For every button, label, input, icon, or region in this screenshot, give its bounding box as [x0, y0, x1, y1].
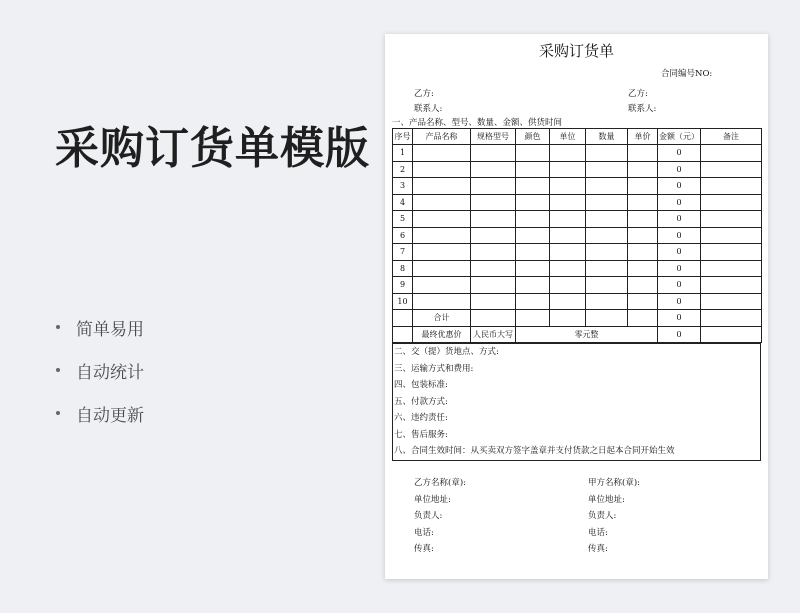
signature-line: 负责人:: [588, 511, 617, 521]
section-heading: 一、产品名称、型号、数量、金额、供货时间: [392, 118, 563, 128]
total-label: 合计: [413, 310, 471, 327]
row-amount: 0: [658, 161, 701, 178]
table-row: [393, 145, 762, 162]
term-line: 八、合同生效时间：从买卖双方签字盖章并支付货款之日起本合同开始生效: [394, 446, 675, 456]
rmb-label: 人民币大写: [471, 326, 516, 343]
document-preview: [385, 34, 768, 579]
signature-block-right: [588, 475, 640, 558]
signature-line: 电话:: [588, 527, 608, 538]
table-row: [393, 260, 762, 277]
term-line: 七、售后服务:: [394, 429, 448, 440]
row-number: 3: [393, 178, 413, 195]
total-row: [393, 310, 762, 327]
row-amount: 0: [658, 178, 701, 195]
column-header: 颜色: [516, 129, 550, 145]
table-row: [393, 211, 762, 228]
row-number: 2: [393, 161, 413, 178]
row-number: 5: [393, 211, 413, 228]
row-amount: 0: [658, 244, 701, 261]
column-header: 单价: [628, 129, 658, 145]
contact-right-label: 联系人:: [628, 104, 657, 114]
table-row: [393, 293, 762, 310]
term-line: 六、违约责任:: [394, 413, 448, 423]
row-number: 8: [393, 260, 413, 277]
row-amount: 0: [658, 194, 701, 211]
column-header: 金额（元）: [658, 129, 701, 145]
feature-item: [52, 315, 144, 358]
feature-label: 自动统计: [76, 363, 144, 383]
row-number: 7: [393, 244, 413, 261]
term-line: 四、包装标准:: [394, 380, 448, 390]
column-header: 数量: [586, 129, 628, 145]
row-amount: 0: [658, 145, 701, 162]
signature-line: 甲方名称(章):: [588, 478, 640, 488]
feature-label: 简单易用: [76, 320, 144, 340]
order-table: [392, 128, 762, 343]
feature-item: [52, 401, 144, 444]
bullet-icon: [56, 411, 60, 415]
row-amount: 0: [658, 277, 701, 294]
table-row: [393, 178, 762, 195]
row-amount: 0: [658, 211, 701, 228]
table-row: [393, 161, 762, 178]
column-header: 产品名称: [413, 129, 471, 145]
signature-block-left: [414, 475, 466, 558]
signature-line: 乙方名称(章):: [414, 478, 466, 488]
signature-line: 电话:: [414, 527, 434, 538]
column-header: 备注: [701, 129, 762, 145]
bullet-icon: [56, 368, 60, 372]
table-row: [393, 277, 762, 294]
row-number: 6: [393, 227, 413, 244]
row-amount: 0: [658, 293, 701, 310]
rmb-value: 零元整: [516, 326, 658, 343]
column-header: 规格型号: [471, 129, 516, 145]
party-b-label: 乙方:: [414, 89, 434, 99]
column-header: 单位: [550, 129, 586, 145]
party-a-label: 乙方:: [628, 89, 648, 99]
promo-title: 采购订货单模版: [55, 123, 370, 174]
table-row: [393, 244, 762, 261]
row-number: 10: [393, 293, 413, 310]
table-row: [393, 227, 762, 244]
row-number: 9: [393, 277, 413, 294]
term-line: 三、运输方式和费用:: [394, 363, 474, 374]
row-number: 1: [393, 145, 413, 162]
row-amount: 0: [658, 227, 701, 244]
signature-line: 传真:: [588, 544, 608, 554]
table-row: [393, 194, 762, 211]
term-line: 五、付款方式:: [394, 396, 448, 407]
bullet-icon: [56, 325, 60, 329]
row-number: 4: [393, 194, 413, 211]
terms-block: [392, 343, 761, 461]
final-value: 0: [658, 326, 701, 343]
table-header-row: [393, 129, 762, 145]
row-amount: 0: [658, 260, 701, 277]
total-value: 0: [658, 310, 701, 327]
feature-label: 自动更新: [76, 406, 144, 426]
contract-number-label: 合同编号NO:: [661, 69, 713, 79]
feature-list: [52, 315, 144, 444]
signature-line: 传真:: [414, 544, 434, 554]
column-header: 序号: [393, 129, 413, 145]
signature-line: 单位地址:: [588, 494, 625, 505]
contact-left-label: 联系人:: [414, 104, 443, 114]
signature-line: 单位地址:: [414, 494, 451, 505]
term-line: 二、交（提）货地点、方式:: [394, 347, 499, 357]
feature-item: [52, 358, 144, 401]
signature-line: 负责人:: [414, 511, 443, 521]
final-price-label: 最终优惠价: [413, 326, 471, 343]
document-title: 采购订货单: [538, 42, 614, 60]
final-price-row: [393, 326, 762, 343]
